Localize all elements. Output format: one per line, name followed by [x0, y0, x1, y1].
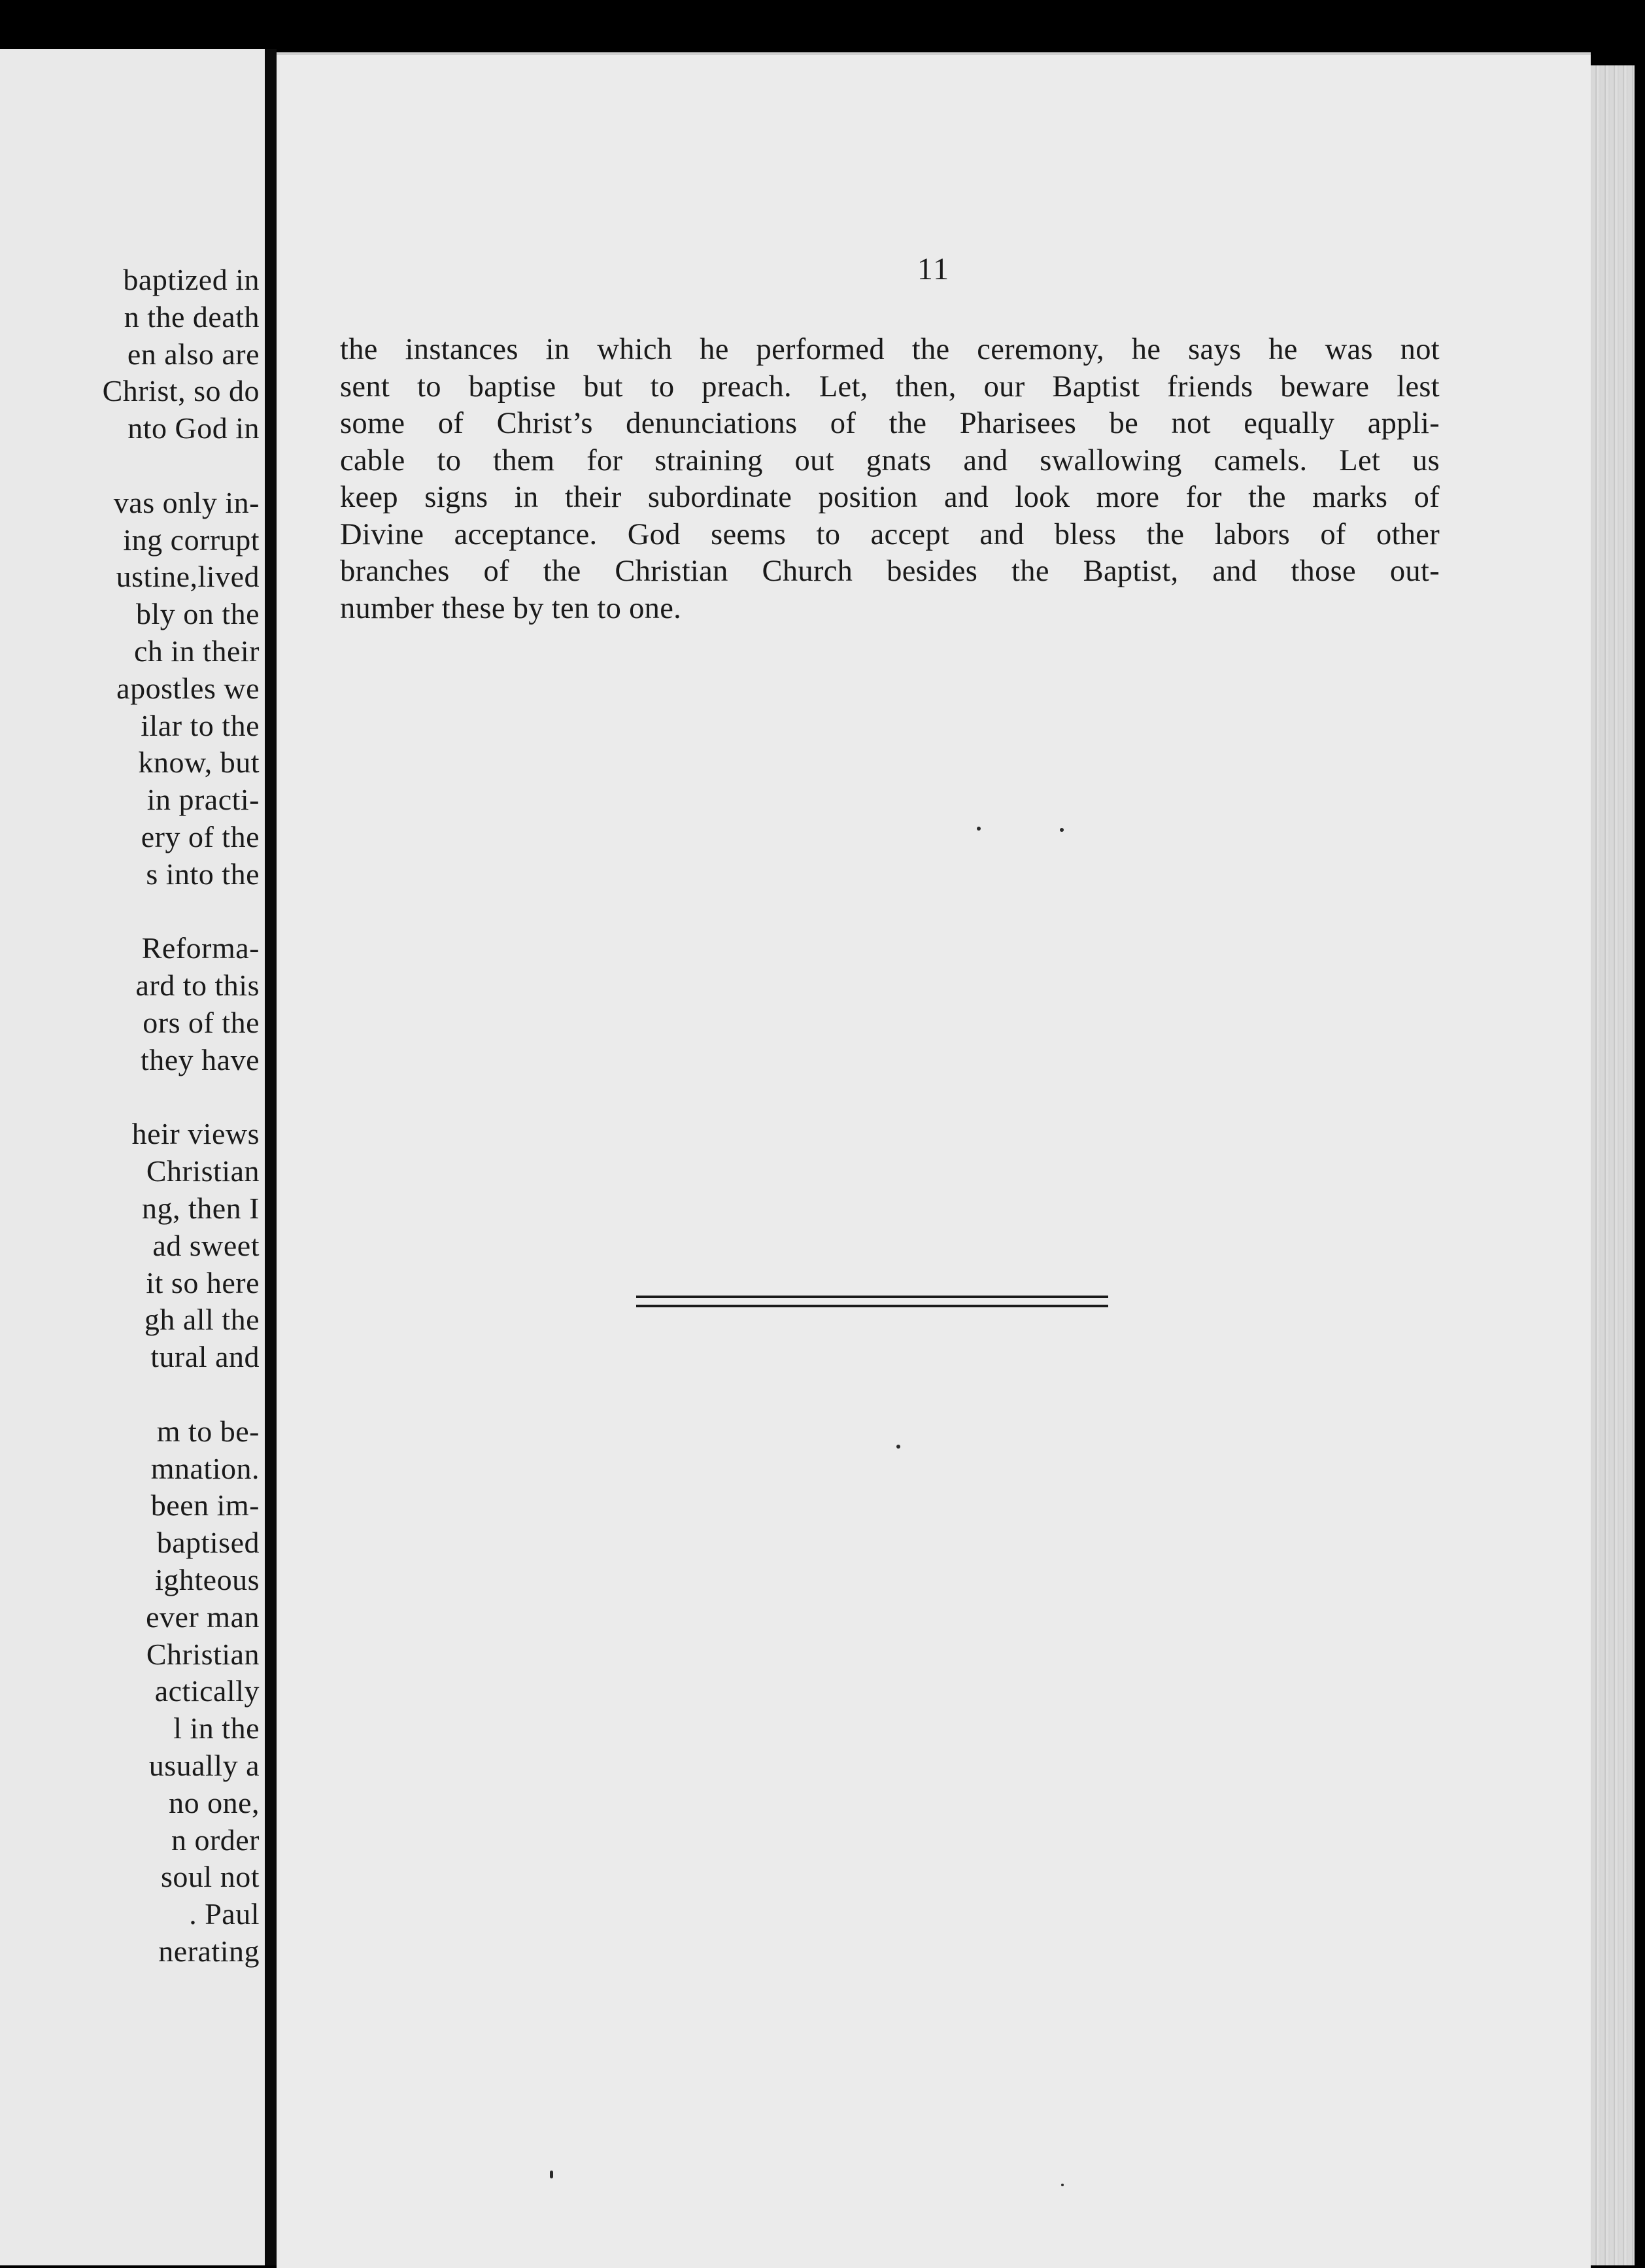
left-page-line: ery of the [141, 820, 260, 853]
ink-speck [977, 827, 981, 831]
left-page-line: baptized in [123, 263, 260, 296]
left-page-line: s into the [146, 857, 260, 891]
left-page-line: baptised [156, 1526, 260, 1560]
left-page-line: en also are [127, 337, 260, 371]
left-page-line: ing corrupt [123, 523, 260, 557]
left-page-line: apostles we [116, 671, 260, 705]
left-page-line: vas only in- [113, 485, 260, 519]
body-text-line: some of Christ’s denunciations of the Pharisees be not equally appli- [340, 407, 1440, 440]
ink-speck [550, 2171, 553, 2178]
left-page-line: know, but [138, 746, 260, 780]
left-page-line: ard to this [135, 969, 260, 1003]
left-page-line: in practi- [146, 783, 260, 817]
left-page-line: ever man [146, 1600, 260, 1634]
body-text-line: cable to them for straining out gnats and swallowing camels. Let us [340, 443, 1440, 477]
double-rule-divider [636, 1296, 1108, 1307]
left-page-line: no one, [169, 1785, 260, 1819]
left-page-line: Reforma- [141, 931, 260, 965]
left-page-line: bly on the [136, 597, 260, 631]
left-page-line: gh all the [144, 1303, 260, 1337]
left-page-line: it so here [146, 1265, 260, 1299]
ink-speck [896, 1445, 900, 1449]
left-page-line: usually a [148, 1749, 260, 1782]
left-page-line: ch in their [134, 634, 260, 668]
body-text-line: keep signs in their subordinate position and look more for the marks of [340, 481, 1440, 514]
right-page [277, 52, 1591, 2268]
book-gutter [265, 49, 277, 2265]
left-facing-page [0, 49, 265, 2265]
left-page-line: ighteous [155, 1563, 260, 1596]
left-page-line: Christ, so do [102, 374, 260, 408]
left-page-line: Christian [146, 1637, 260, 1671]
left-page-line: nto God in [127, 411, 260, 445]
body-text-line: sent to baptise but to preach. Let, then, our Baptist friends beware lest [340, 369, 1440, 404]
left-page-line: heir views [131, 1117, 260, 1151]
left-page-line: Christian [146, 1154, 260, 1188]
left-page-line: n the death [124, 300, 260, 334]
body-text-line: Divine acceptance. God seems to accept and bless the labors of other [340, 517, 1440, 551]
left-page-line: ad sweet [152, 1228, 260, 1262]
left-page-line: been im- [150, 1488, 260, 1522]
left-page-line: l in the [173, 1711, 260, 1745]
left-page-line: they have [140, 1042, 260, 1076]
left-page-line: ors of the [143, 1006, 260, 1039]
body-text-line: branches of the Christian Church besides the Baptist, and those out- [340, 555, 1440, 588]
left-page-line: ilar to the [141, 708, 260, 742]
body-text-line: number these by ten to one. [340, 591, 682, 625]
left-page-line: . Paul [189, 1897, 260, 1931]
left-page-line: n order [171, 1823, 260, 1857]
left-page-line: ng, then I [141, 1192, 260, 1225]
left-page-line: m to be- [156, 1414, 260, 1448]
left-page-line: mnation. [150, 1451, 260, 1485]
left-page-line: nerating [158, 1934, 260, 1968]
left-page-line: tural and [150, 1340, 260, 1374]
page-number: 11 [917, 252, 951, 286]
left-page-line: actically [154, 1674, 260, 1708]
body-text [340, 332, 1440, 627]
ink-speck [1060, 828, 1064, 832]
left-page-line: ustine,lived [116, 560, 260, 594]
ink-speck [1061, 2184, 1064, 2186]
body-text-line: the instances in which he performed the ceremony, he says he was not [340, 333, 1440, 366]
left-page-line: soul not [161, 1860, 260, 1894]
